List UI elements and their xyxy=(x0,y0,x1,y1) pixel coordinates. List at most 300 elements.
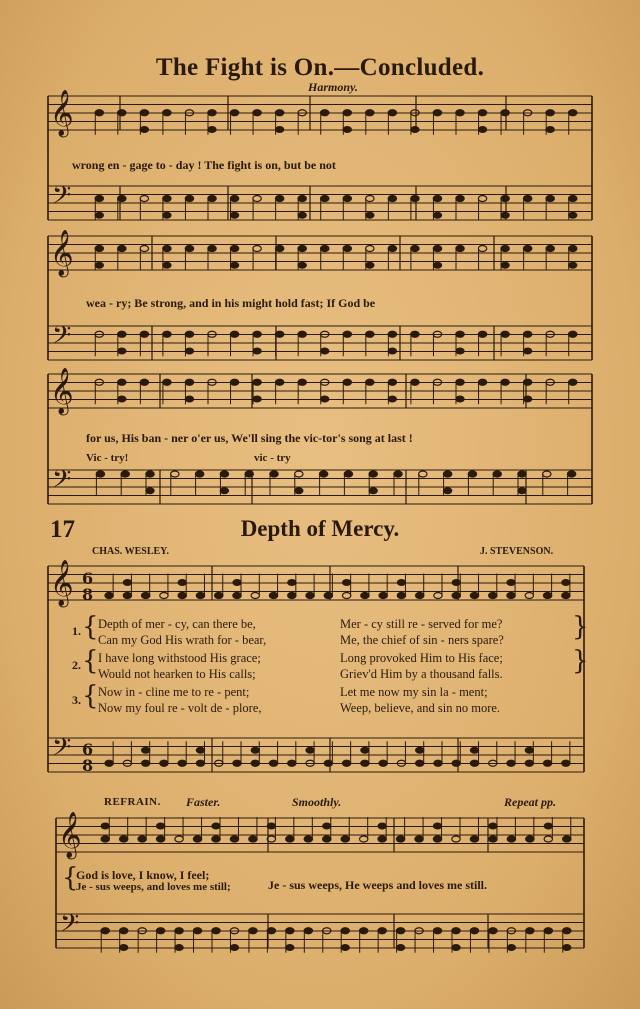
note-head xyxy=(507,760,515,766)
note-head xyxy=(397,593,405,599)
note-head xyxy=(452,580,460,586)
note-head xyxy=(562,593,570,599)
note-head xyxy=(140,379,148,385)
note-head xyxy=(251,593,259,599)
note-head xyxy=(253,379,261,385)
note-head xyxy=(141,760,149,766)
note-head xyxy=(253,246,261,252)
tempo-repeat: Repeat pp. xyxy=(504,795,556,809)
music-credit: J. STEVENSON. xyxy=(480,546,554,557)
note-head xyxy=(569,246,577,252)
note-head xyxy=(288,580,296,586)
note-head xyxy=(118,396,126,402)
note-head xyxy=(298,212,306,218)
note-head xyxy=(178,580,186,586)
note-head xyxy=(489,823,497,829)
verse-brace: { xyxy=(82,681,99,711)
note-head xyxy=(379,593,387,599)
note-head xyxy=(366,379,374,385)
note-head xyxy=(434,760,442,766)
note-head xyxy=(298,379,306,385)
note-head xyxy=(321,396,329,402)
verse-3-line-a: Now in - cline me to re - pent; xyxy=(98,685,250,699)
verse-2-line-b: Would not hearken to His calls; xyxy=(98,667,256,681)
note-head xyxy=(321,348,329,354)
note-head xyxy=(501,110,509,116)
note-head xyxy=(563,945,571,951)
note-head xyxy=(366,246,374,252)
note-head xyxy=(118,196,126,202)
note-head xyxy=(388,246,396,252)
note-head xyxy=(324,760,332,766)
note-head xyxy=(501,196,509,202)
note-head xyxy=(215,593,223,599)
note-head xyxy=(140,331,148,337)
note-head xyxy=(212,823,220,829)
note-head xyxy=(543,471,551,477)
note-head xyxy=(388,348,396,354)
note-head xyxy=(343,331,351,337)
note-head xyxy=(208,110,216,116)
note-head xyxy=(489,928,497,934)
note-head xyxy=(416,760,424,766)
note-head xyxy=(253,196,261,202)
note-head xyxy=(478,331,486,337)
note-head xyxy=(379,760,387,766)
note-head xyxy=(361,760,369,766)
note-head xyxy=(341,928,349,934)
note-head xyxy=(456,196,464,202)
note-head xyxy=(101,836,109,842)
note-head xyxy=(208,196,216,202)
note-head xyxy=(123,580,131,586)
note-head xyxy=(267,823,275,829)
note-head xyxy=(456,348,464,354)
note-head xyxy=(546,110,554,116)
note-head xyxy=(269,593,277,599)
note-head xyxy=(361,747,369,753)
note-head xyxy=(501,379,509,385)
note-head xyxy=(343,127,351,133)
note-head xyxy=(230,110,238,116)
note-head xyxy=(369,488,377,494)
note-head xyxy=(275,196,283,202)
note-head xyxy=(233,593,241,599)
note-head xyxy=(388,379,396,385)
note-head xyxy=(295,471,303,477)
note-head xyxy=(359,928,367,934)
page-title: The Fight is On.—Concluded. xyxy=(155,54,485,81)
note-head xyxy=(569,196,577,202)
note-head xyxy=(366,262,374,268)
note-head xyxy=(286,836,294,842)
note-head xyxy=(501,331,509,337)
note-head xyxy=(193,836,201,842)
note-head xyxy=(141,593,149,599)
note-head xyxy=(175,836,183,842)
note-head xyxy=(366,196,374,202)
note-head xyxy=(452,760,460,766)
note-head xyxy=(501,212,509,218)
verse-1-line-c: Mer - cy still re - served for me? xyxy=(340,617,503,631)
note-head xyxy=(156,836,164,842)
note-head xyxy=(163,196,171,202)
note-head xyxy=(394,471,402,477)
note-head xyxy=(220,488,228,494)
note-head xyxy=(443,488,451,494)
note-head xyxy=(275,127,283,133)
verse-number-3: 3. xyxy=(72,693,81,707)
note-head xyxy=(361,593,369,599)
note-head xyxy=(245,471,253,477)
note-head xyxy=(396,945,404,951)
note-head xyxy=(269,760,277,766)
note-head xyxy=(343,379,351,385)
note-head xyxy=(433,246,441,252)
note-head xyxy=(275,379,283,385)
note-head xyxy=(118,348,126,354)
note-head xyxy=(275,110,283,116)
note-head xyxy=(175,945,183,951)
note-head xyxy=(546,246,554,252)
fight-lyric-line-2: wea - ry; Be strong, and in his might hold fast; If God be xyxy=(86,296,376,310)
note-head xyxy=(525,593,533,599)
note-head xyxy=(366,331,374,337)
note-head xyxy=(319,471,327,477)
note-head xyxy=(369,471,377,477)
note-head xyxy=(118,331,126,337)
treble-clef-icon: 𝄞 xyxy=(50,560,74,606)
note-head xyxy=(233,580,241,586)
verse-brace: { xyxy=(82,612,99,642)
note-head xyxy=(470,747,478,753)
note-head xyxy=(543,593,551,599)
verse-3-line-d: Weep, believe, and sin no more. xyxy=(340,701,501,715)
note-head xyxy=(366,110,374,116)
note-head xyxy=(185,246,193,252)
note-head xyxy=(306,747,314,753)
verse-brace: } xyxy=(572,646,589,676)
note-head xyxy=(416,747,424,753)
note-head xyxy=(140,246,148,252)
note-head xyxy=(185,196,193,202)
note-head xyxy=(396,836,404,842)
time-signature: 6 xyxy=(82,569,94,588)
note-head xyxy=(119,928,127,934)
note-head xyxy=(489,593,497,599)
note-head xyxy=(343,246,351,252)
note-head xyxy=(270,471,278,477)
note-head xyxy=(141,747,149,753)
note-head xyxy=(478,127,486,133)
note-head xyxy=(212,836,220,842)
tempo-faster: Faster. xyxy=(186,795,221,809)
note-head xyxy=(416,593,424,599)
verse-number-2: 2. xyxy=(72,658,81,672)
note-head xyxy=(452,945,460,951)
note-head xyxy=(146,488,154,494)
note-head xyxy=(378,928,386,934)
note-head xyxy=(478,196,486,202)
note-head xyxy=(415,836,423,842)
note-head xyxy=(230,212,238,218)
note-head xyxy=(193,928,201,934)
note-head xyxy=(230,246,238,252)
time-signature: 8 xyxy=(82,585,94,604)
note-head xyxy=(569,379,577,385)
note-head xyxy=(433,836,441,842)
note-head xyxy=(208,127,216,133)
note-head xyxy=(411,379,419,385)
note-head xyxy=(288,760,296,766)
note-head xyxy=(140,127,148,133)
note-head xyxy=(298,196,306,202)
note-head xyxy=(95,262,103,268)
note-head xyxy=(298,262,306,268)
note-head xyxy=(526,836,534,842)
note-head xyxy=(544,836,552,842)
note-head xyxy=(123,593,131,599)
note-head xyxy=(101,823,109,829)
note-head xyxy=(275,246,283,252)
note-head xyxy=(288,593,296,599)
note-head xyxy=(119,945,127,951)
verse-2-line-c: Long provoked Him to His face; xyxy=(340,651,503,665)
note-head xyxy=(253,331,261,337)
note-head xyxy=(138,836,146,842)
note-head xyxy=(321,110,329,116)
note-head xyxy=(163,331,171,337)
note-head xyxy=(543,760,551,766)
note-head xyxy=(324,593,332,599)
note-head xyxy=(452,836,460,842)
note-head xyxy=(562,580,570,586)
note-head xyxy=(569,331,577,337)
note-head xyxy=(175,928,183,934)
note-head xyxy=(220,471,228,477)
verse-brace: { xyxy=(82,646,99,676)
verse-number-1: 1. xyxy=(72,624,81,638)
note-head xyxy=(478,110,486,116)
note-head xyxy=(563,836,571,842)
note-head xyxy=(121,471,129,477)
note-head xyxy=(195,471,203,477)
note-head xyxy=(185,348,193,354)
note-head xyxy=(196,593,204,599)
note-head xyxy=(507,580,515,586)
note-head xyxy=(456,396,464,402)
note-head xyxy=(378,823,386,829)
note-head xyxy=(456,331,464,337)
hymn-number: 17 xyxy=(50,516,75,543)
note-head xyxy=(156,928,164,934)
note-head xyxy=(163,379,171,385)
note-head xyxy=(253,348,261,354)
note-head xyxy=(118,379,126,385)
note-head xyxy=(523,246,531,252)
verse-brace: } xyxy=(572,612,589,642)
note-head xyxy=(146,471,154,477)
note-head xyxy=(366,212,374,218)
verse-2-line-d: Griev'd Him by a thousand falls. xyxy=(340,667,503,681)
verse-2-line-a: I have long withstood His grace; xyxy=(98,651,261,665)
refrain-line-a: God is love, I know, I feel; xyxy=(76,868,210,882)
note-head xyxy=(525,747,533,753)
note-head xyxy=(298,331,306,337)
note-head xyxy=(452,928,460,934)
note-head xyxy=(478,379,486,385)
note-head xyxy=(546,127,554,133)
note-head xyxy=(118,110,126,116)
note-head xyxy=(163,212,171,218)
note-head xyxy=(525,760,533,766)
note-head xyxy=(507,945,515,951)
note-head xyxy=(323,823,331,829)
note-head xyxy=(163,110,171,116)
fight-lyric-line-3: for us, His ban - ner o'er us, We'll sing the vic-tor's song at last ! xyxy=(86,431,413,445)
verse-3-line-b: Now my foul re - volt de - plore, xyxy=(98,701,262,715)
note-head xyxy=(101,928,109,934)
note-head xyxy=(507,593,515,599)
note-head xyxy=(156,823,164,829)
note-head xyxy=(468,471,476,477)
note-head xyxy=(342,593,350,599)
note-head xyxy=(306,593,314,599)
treble-clef-icon: 𝄞 xyxy=(50,368,74,414)
note-head xyxy=(567,471,575,477)
treble-clef-icon: 𝄞 xyxy=(50,230,74,276)
note-head xyxy=(470,593,478,599)
note-head xyxy=(411,331,419,337)
note-head xyxy=(546,196,554,202)
note-head xyxy=(321,246,329,252)
note-head xyxy=(523,196,531,202)
note-head xyxy=(230,379,238,385)
note-head xyxy=(501,262,509,268)
note-head xyxy=(343,196,351,202)
note-head xyxy=(518,488,526,494)
note-head xyxy=(562,760,570,766)
note-head xyxy=(95,246,103,252)
note-head xyxy=(196,747,204,753)
note-head xyxy=(96,471,104,477)
note-head xyxy=(95,110,103,116)
note-head xyxy=(443,471,451,477)
note-head xyxy=(185,331,193,337)
verse-3-line-c: Let me now my sin la - ment; xyxy=(340,685,488,699)
note-head xyxy=(323,836,331,842)
bass-clef-icon: 𝄢 xyxy=(52,733,72,768)
verse-1-line-a: Depth of mer - cy, can there be, xyxy=(98,617,256,631)
note-head xyxy=(275,331,283,337)
note-head xyxy=(185,396,193,402)
fight-bass-lyric-a: Vic - try! xyxy=(86,452,129,464)
note-head xyxy=(163,262,171,268)
harmony-marking: Harmony. xyxy=(308,80,358,94)
note-head xyxy=(171,471,179,477)
note-head xyxy=(456,246,464,252)
note-head xyxy=(230,945,238,951)
note-head xyxy=(378,836,386,842)
note-head xyxy=(342,760,350,766)
note-head xyxy=(95,212,103,218)
note-head xyxy=(396,928,404,934)
note-head xyxy=(342,580,350,586)
note-head xyxy=(178,760,186,766)
note-head xyxy=(493,471,501,477)
time-signature: 6 xyxy=(82,740,94,759)
note-head xyxy=(433,196,441,202)
note-head xyxy=(343,110,351,116)
note-head xyxy=(298,246,306,252)
fight-bass-lyric-b: vic - try xyxy=(254,452,291,464)
note-head xyxy=(544,823,552,829)
words-credit: CHAS. WESLEY. xyxy=(92,546,169,557)
note-head xyxy=(233,760,241,766)
note-head xyxy=(433,110,441,116)
note-head xyxy=(507,836,515,842)
note-head xyxy=(95,196,103,202)
note-head xyxy=(286,928,294,934)
note-head xyxy=(359,836,367,842)
note-head xyxy=(295,488,303,494)
note-head xyxy=(419,471,427,477)
note-head xyxy=(118,246,126,252)
refrain-line-b: Je - sus weeps, and loves me still; xyxy=(76,881,231,893)
note-head xyxy=(321,196,329,202)
note-head xyxy=(230,196,238,202)
bass-clef-icon: 𝄢 xyxy=(52,465,72,500)
fight-lyric-line-1: wrong en - gage to - day ! The fight is on, but be not xyxy=(72,158,336,172)
note-head xyxy=(105,593,113,599)
note-head xyxy=(501,246,509,252)
note-head xyxy=(388,331,396,337)
note-head xyxy=(160,593,168,599)
note-head xyxy=(470,928,478,934)
note-head xyxy=(478,246,486,252)
note-head xyxy=(341,836,349,842)
bass-clef-icon: 𝄢 xyxy=(60,909,80,944)
note-head xyxy=(526,928,534,934)
refrain-label: REFRAIN. xyxy=(104,796,161,808)
note-head xyxy=(523,331,531,337)
note-head xyxy=(388,396,396,402)
note-head xyxy=(523,396,531,402)
note-head xyxy=(249,928,257,934)
refrain-line-c: Je - sus weeps, He weeps and loves me still. xyxy=(268,878,487,892)
time-signature: 8 xyxy=(82,756,94,775)
note-head xyxy=(434,593,442,599)
note-head xyxy=(569,262,577,268)
refrain-brace: { xyxy=(62,863,79,893)
note-head xyxy=(286,945,294,951)
note-head xyxy=(433,212,441,218)
note-head xyxy=(411,196,419,202)
verse-1-line-b: Can my God His wrath for - bear, xyxy=(98,633,267,647)
note-head xyxy=(140,196,148,202)
note-head xyxy=(304,836,312,842)
note-head xyxy=(230,836,238,842)
note-head xyxy=(489,836,497,842)
note-head xyxy=(433,928,441,934)
note-head xyxy=(523,379,531,385)
note-head xyxy=(518,471,526,477)
note-head xyxy=(160,760,168,766)
note-head xyxy=(230,331,238,337)
note-head xyxy=(119,836,127,842)
note-head xyxy=(230,262,238,268)
hymn-title: Depth of Mercy. xyxy=(240,516,400,541)
